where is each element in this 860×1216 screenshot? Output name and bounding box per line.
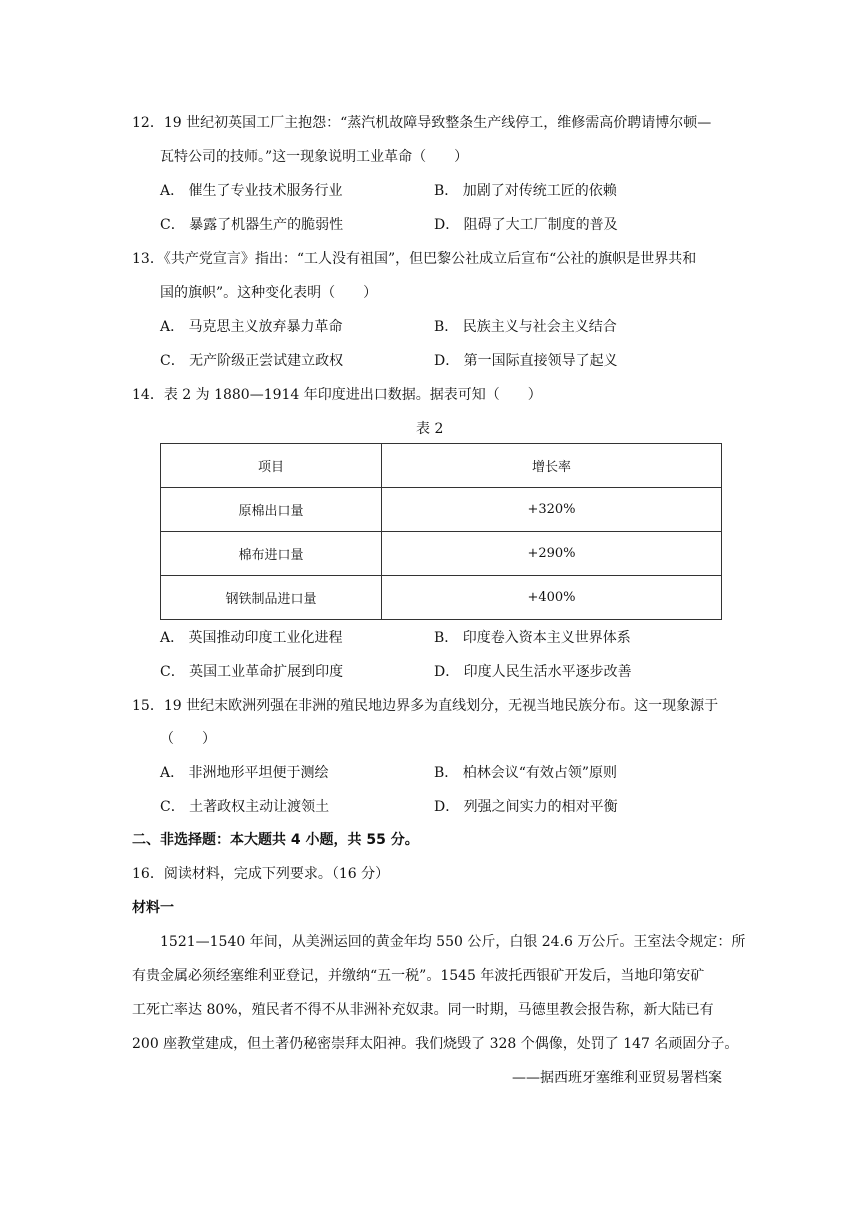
table-caption: 表 2 — [416, 421, 444, 437]
q13-option-a: A． 马克思主义放弃暴力革命 — [160, 319, 343, 335]
q15-stem-line1: 15．19 世纪末欧洲列强在非洲的殖民地边界多为直线划分，无视当地民族分布。这一现象源于 — [132, 698, 719, 714]
q14-option-a: A． 英国推动印度工业化进程 — [160, 630, 343, 646]
q14-stem: 14．表 2 为 1880—1914 年印度进出口数据。据表可知（ ） — [132, 387, 542, 403]
q13-stem-line2: 国的旗帜”。这种变化表明（ ） — [160, 285, 378, 301]
table-cell: 钢铁制品进口量 — [161, 576, 382, 620]
table-cell: +320% — [382, 488, 722, 532]
q14-option-d: D． 印度人民生活水平逐步改善 — [434, 664, 632, 680]
q12-option-d: D． 阻碍了大工厂制度的普及 — [434, 217, 618, 233]
section-title: 二、非选择题：本大题共 4 小题，共 55 分。 — [132, 832, 419, 848]
material-line: 200 座教堂建成，但土著仍秘密崇拜太阳神。我们烧毁了 328 个偶像，处罚了 147 名顽固分子。 — [132, 1036, 739, 1052]
q14-option-b: B． 印度卷入资本主义世界体系 — [434, 630, 631, 646]
material-line: 有贵金属必须经塞维利亚登记，并缴纳“五一税”。1545 年波托西银矿开发后，当地印第安矿 — [132, 968, 705, 984]
q12-option-a: A． 催生了专业技术服务行业 — [160, 183, 343, 199]
q12-stem-line1: 12．19 世纪初英国工厂主抱怨：“蒸汽机故障导致整条生产线停工，维修需高价聘请博尔顿— — [132, 115, 712, 131]
q13-option-c: C． 无产阶级正尝试建立政权 — [160, 353, 344, 369]
table-cell: 原棉出口量 — [161, 488, 382, 532]
q13-option-d: D． 第一国际直接领导了起义 — [434, 353, 618, 369]
q13-option-b: B． 民族主义与社会主义结合 — [434, 319, 617, 335]
q15-option-d: D． 列强之间实力的相对平衡 — [434, 799, 618, 815]
table-header-cell: 项目 — [161, 444, 382, 488]
table-header-row — [161, 444, 722, 488]
material-line: 1521—1540 年间，从美洲运回的黄金年均 550 公斤，白银 24.6 万公斤。王室法令规定：所 — [160, 934, 746, 950]
q15-option-c: C． 土著政权主动让渡领土 — [160, 799, 330, 815]
q15-option-b: B． 柏林会议“有效占领”原则 — [434, 765, 618, 781]
q16-stem: 16．阅读材料，完成下列要求。（16 分） — [132, 866, 390, 882]
data-table — [160, 443, 722, 620]
q12-stem-line2: 瓦特公司的技师。”这一现象说明工业革命（ ） — [160, 149, 469, 165]
q14-option-c: C． 英国工业革命扩展到印度 — [160, 664, 344, 680]
q15-stem-line2: （ ） — [160, 731, 216, 747]
q15-option-a: A． 非洲地形平坦便于测绘 — [160, 765, 329, 781]
material-title: 材料一 — [132, 900, 174, 916]
q13-stem-line1: 13．《共产党宣言》指出：“工人没有祖国”，但巴黎公社成立后宣布“公社的旗帜是世界共和 — [132, 251, 697, 267]
table-cell: +400% — [382, 576, 722, 620]
table-cell: +290% — [382, 532, 722, 576]
material-line: 工死亡率达 80%，殖民者不得不从非洲补充奴隶。同一时期，马德里教会报告称，新大陆已有 — [132, 1002, 714, 1018]
q12-option-c: C． 暴露了机器生产的脆弱性 — [160, 217, 344, 233]
table-header-cell: 增长率 — [382, 444, 722, 488]
q12-option-b: B． 加剧了对传统工匠的依赖 — [434, 183, 617, 199]
table-row — [161, 488, 722, 532]
table-row — [161, 576, 722, 620]
table-cell: 棉布进口量 — [161, 532, 382, 576]
material-source: ——据西班牙塞维利亚贸易署档案 — [512, 1070, 722, 1086]
table-row — [161, 532, 722, 576]
